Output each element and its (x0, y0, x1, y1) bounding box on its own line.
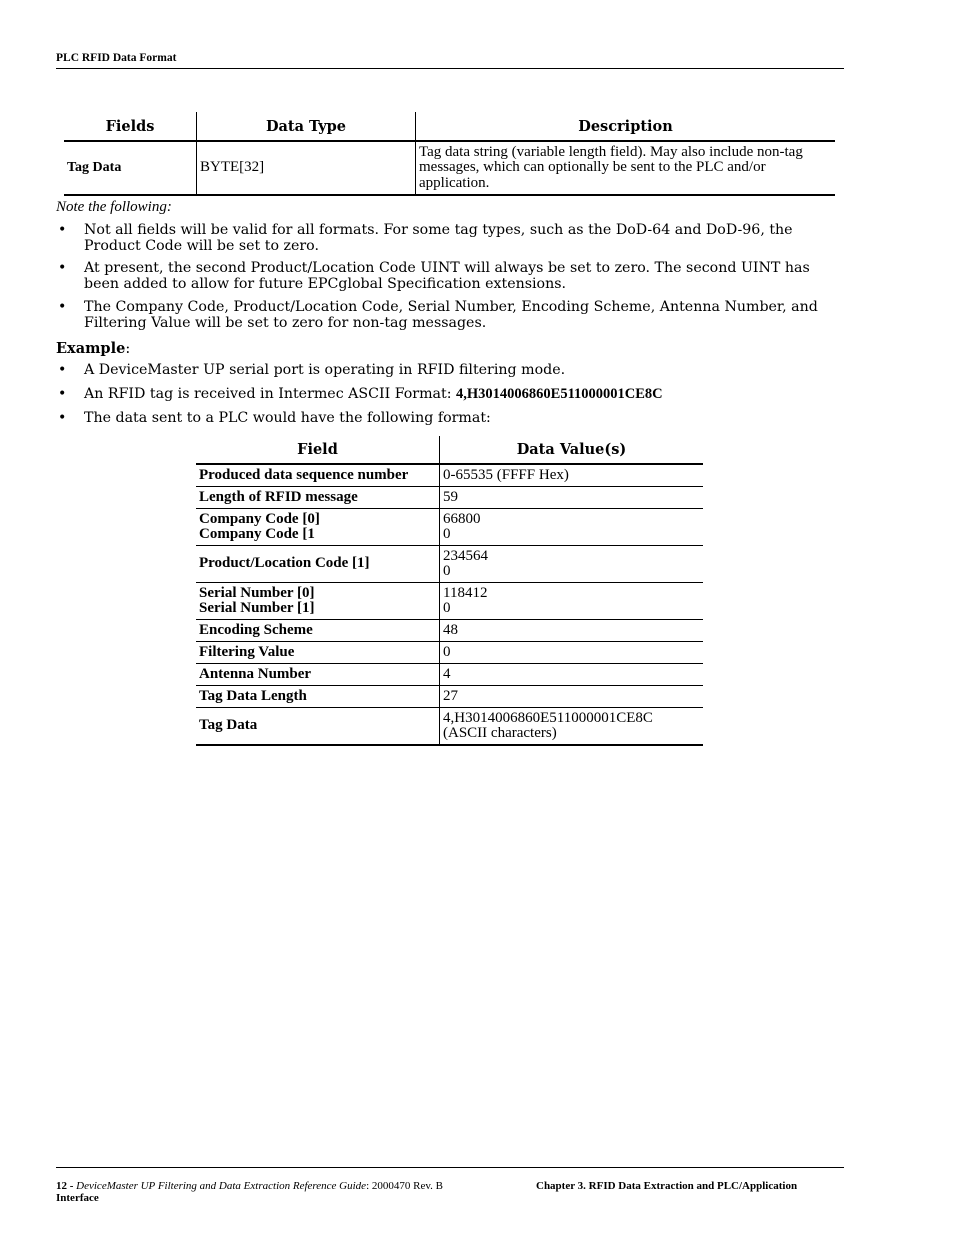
page-header-title: PLC RFID Data Format (56, 52, 177, 64)
fields-table-header (64, 112, 835, 141)
values-table-body (196, 464, 703, 745)
note-intro: Note the following: (56, 199, 172, 215)
values-table-header (196, 436, 703, 464)
header-rule (56, 68, 844, 69)
notes-list (56, 223, 846, 331)
cell-description: Tag data string (variable length field). May also include non-tag messages, which can optionally be sent to the PLC and/or application. (416, 141, 836, 195)
footer-rule (56, 1167, 844, 1168)
col-header-data-type: Data Type (197, 112, 416, 141)
cell-field: Filtering Value (196, 642, 440, 664)
cell-data-type: BYTE[32] (197, 141, 416, 195)
cell-field: Antenna Number (196, 664, 440, 686)
cell-value: 59 (440, 487, 704, 509)
list-item: • Not all fields will be valid for all formats. For some tag types, such as the DoD-64 and DoD-96, the Product Code will be set to zero. (58, 222, 793, 254)
list-item: • An RFID tag is received in Intermec ASCII Format: 4,H3014006860E511000001CE8C (58, 385, 663, 402)
footer-chapter: Chapter 3. RFID Data Extraction and PLC/Application (536, 1180, 798, 1192)
cell-value: 234564 0 (440, 546, 704, 583)
cell-value: 4,H3014006860E511000001CE8C (ASCII characters) (440, 708, 704, 746)
footer-left: 12 - DeviceMaster UP Filtering and Data Extraction Reference Guide: 2000470 Rev. B Interface (56, 1180, 443, 1204)
cell-value: 48 (440, 620, 704, 642)
cell-field: Produced data sequence number (196, 464, 440, 487)
table-row (196, 464, 703, 487)
table-row (196, 583, 703, 620)
table-row (196, 642, 703, 664)
col-header-field: Field (196, 436, 440, 464)
example-list (56, 363, 846, 427)
table-row (196, 546, 703, 583)
list-item: • At present, the second Product/Location Code UINT will always be set to zero. The second UINT has been added to allow for future EPCglobal Specification extensions. (58, 260, 810, 292)
table-row (196, 664, 703, 686)
cell-field: Product/Location Code [1] (196, 546, 440, 583)
table-row (196, 708, 703, 746)
cell-field: Company Code [0] Company Code [1 (196, 509, 440, 546)
col-header-fields: Fields (64, 112, 197, 141)
cell-value: 4 (440, 664, 704, 686)
cell-field: Serial Number [0] Serial Number [1] (196, 583, 440, 620)
cell-field: Tag Data (67, 160, 122, 176)
cell-field: Length of RFID message (196, 487, 440, 509)
cell-value: 27 (440, 686, 704, 708)
table-row (196, 620, 703, 642)
col-header-description: Description (416, 112, 836, 141)
cell-value: 66800 0 (440, 509, 704, 546)
example-heading: Example: (56, 340, 131, 357)
fields-table (64, 112, 835, 196)
list-item: • The Company Code, Product/Location Code, Serial Number, Encoding Scheme, Antenna Number, and Filtering Value will be set to zero for non-tag messages. (58, 299, 818, 331)
cell-value: 0-65535 (FFFF Hex) (440, 464, 704, 487)
cell-field: Encoding Scheme (196, 620, 440, 642)
list-item: • The data sent to a PLC would have the following format: (58, 410, 491, 426)
cell-field: Tag Data Length (196, 686, 440, 708)
table-row (196, 487, 703, 509)
cell-value: 0 (440, 642, 704, 664)
col-header-data-values: Data Value(s) (440, 436, 704, 464)
list-item: • A DeviceMaster UP serial port is operating in RFID filtering mode. (58, 362, 566, 378)
cell-field: Tag Data (196, 708, 440, 746)
tag-string: 4,H3014006860E511000001CE8C (456, 385, 663, 402)
table-row (196, 686, 703, 708)
cell-value: 118412 0 (440, 583, 704, 620)
data-values-table (196, 436, 703, 746)
table-row (196, 509, 703, 546)
table-row (64, 141, 835, 195)
